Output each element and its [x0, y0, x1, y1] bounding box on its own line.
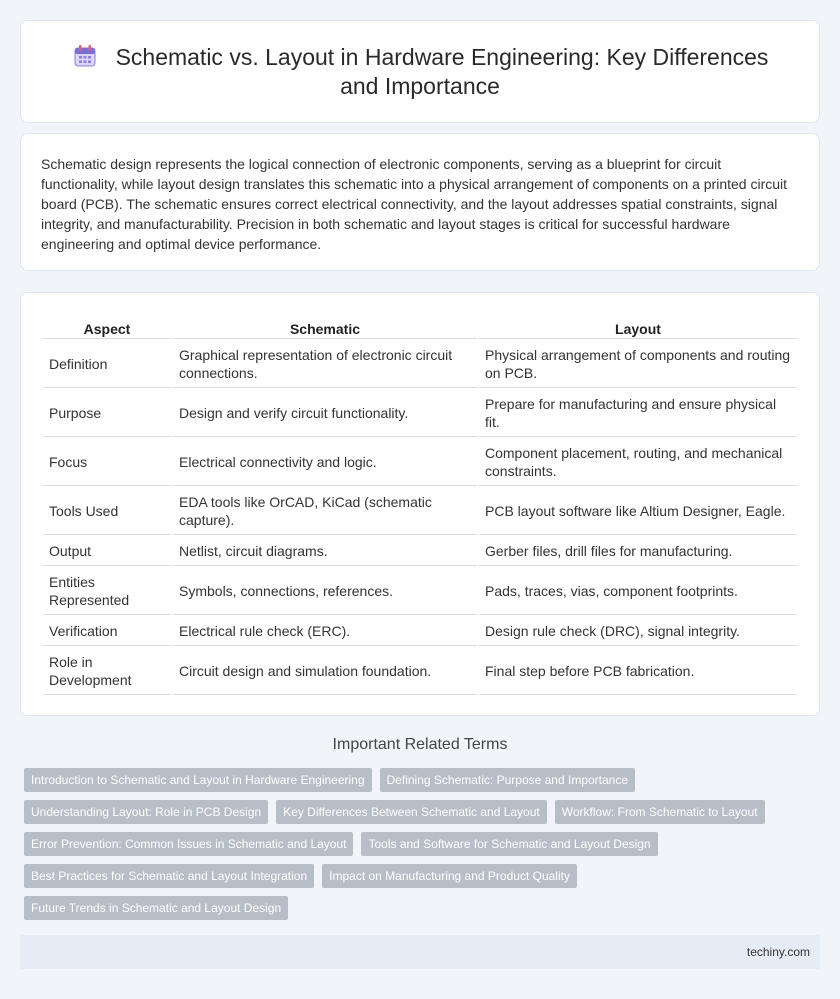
- related-term-tag[interactable]: Defining Schematic: Purpose and Importance: [380, 768, 635, 792]
- aspect-cell: Focus: [43, 439, 171, 486]
- related-term-tag[interactable]: Impact on Manufacturing and Product Quality: [322, 864, 577, 888]
- layout-cell: Final step before PCB fabrication.: [479, 648, 797, 695]
- related-term-tag[interactable]: Best Practices for Schematic and Layout Integration: [24, 864, 314, 888]
- schematic-cell: Symbols, connections, references.: [173, 568, 477, 615]
- layout-cell: Design rule check (DRC), signal integrity.: [479, 617, 797, 646]
- related-term-tag[interactable]: Workflow: From Schematic to Layout: [555, 800, 765, 824]
- calendar-icon: [72, 43, 98, 69]
- comparison-table-card: [20, 292, 820, 716]
- related-term-tag[interactable]: Key Differences Between Schematic and Layout: [276, 800, 547, 824]
- aspect-cell: Role in Development: [43, 648, 171, 695]
- header-aspect: Aspect: [43, 317, 171, 339]
- layout-cell: PCB layout software like Altium Designer, Eagle.: [479, 488, 797, 535]
- header-schematic: Schematic: [173, 317, 477, 339]
- related-terms-list: [24, 768, 814, 920]
- layout-cell: Pads, traces, vias, component footprints.: [479, 568, 797, 615]
- table-row: [43, 488, 797, 535]
- footer: [20, 935, 820, 969]
- aspect-cell: Output: [43, 537, 171, 566]
- table-row: [43, 617, 797, 646]
- aspect-cell: Verification: [43, 617, 171, 646]
- related-term-tag[interactable]: Introduction to Schematic and Layout in Hardware Engineering: [24, 768, 372, 792]
- schematic-cell: Electrical connectivity and logic.: [173, 439, 477, 486]
- layout-cell: Gerber files, drill files for manufacturing.: [479, 537, 797, 566]
- layout-cell: Prepare for manufacturing and ensure physical fit.: [479, 390, 797, 437]
- table-row: [43, 568, 797, 615]
- table-row: [43, 439, 797, 486]
- related-term-tag[interactable]: Understanding Layout: Role in PCB Design: [24, 800, 268, 824]
- layout-cell: Component placement, routing, and mechanical constraints.: [479, 439, 797, 486]
- table-row: [43, 648, 797, 695]
- footer-brand[interactable]: techiny.com: [746, 945, 810, 959]
- header-layout: Layout: [479, 317, 797, 339]
- intro-paragraph: Schematic design represents the logical connection of electronic components, serving as a blueprint for circuit functionality, while layout design translates this schematic into a physical arrangement of components on a printed circuit board (PCB). The schematic ensures correct electrical connectivity, and the layout addresses spatial constraints, signal integrity, and manufacturability. Precision in both schematic and layout stages is critical for successful hardware engineering and optimal device performance.: [41, 156, 788, 252]
- table-row: [43, 390, 797, 437]
- schematic-cell: EDA tools like OrCAD, KiCad (schematic capture).: [173, 488, 477, 535]
- related-term-tag[interactable]: Error Prevention: Common Issues in Schematic and Layout: [24, 832, 353, 856]
- schematic-cell: Netlist, circuit diagrams.: [173, 537, 477, 566]
- related-term-tag[interactable]: Future Trends in Schematic and Layout Design: [24, 896, 288, 920]
- related-term-tag[interactable]: Tools and Software for Schematic and Layout Design: [361, 832, 657, 856]
- table-header-row: [43, 317, 797, 339]
- aspect-cell: Purpose: [43, 390, 171, 437]
- table-row: [43, 537, 797, 566]
- comparison-table: [41, 315, 799, 697]
- intro-card: [20, 133, 820, 271]
- title-card: [20, 20, 820, 123]
- schematic-cell: Circuit design and simulation foundation.: [173, 648, 477, 695]
- schematic-cell: Design and verify circuit functionality.: [173, 390, 477, 437]
- aspect-cell: Tools Used: [43, 488, 171, 535]
- page-title: Schematic vs. Layout in Hardware Engineering: Key Differences and Importance: [50, 43, 790, 101]
- related-terms-title: Important Related Terms: [332, 736, 508, 753]
- aspect-cell: Definition: [43, 341, 171, 388]
- layout-cell: Physical arrangement of components and routing on PCB.: [479, 341, 797, 388]
- aspect-cell: Entities Represented: [43, 568, 171, 615]
- table-row: [43, 341, 797, 388]
- schematic-cell: Electrical rule check (ERC).: [173, 617, 477, 646]
- schematic-cell: Graphical representation of electronic circuit connections.: [173, 341, 477, 388]
